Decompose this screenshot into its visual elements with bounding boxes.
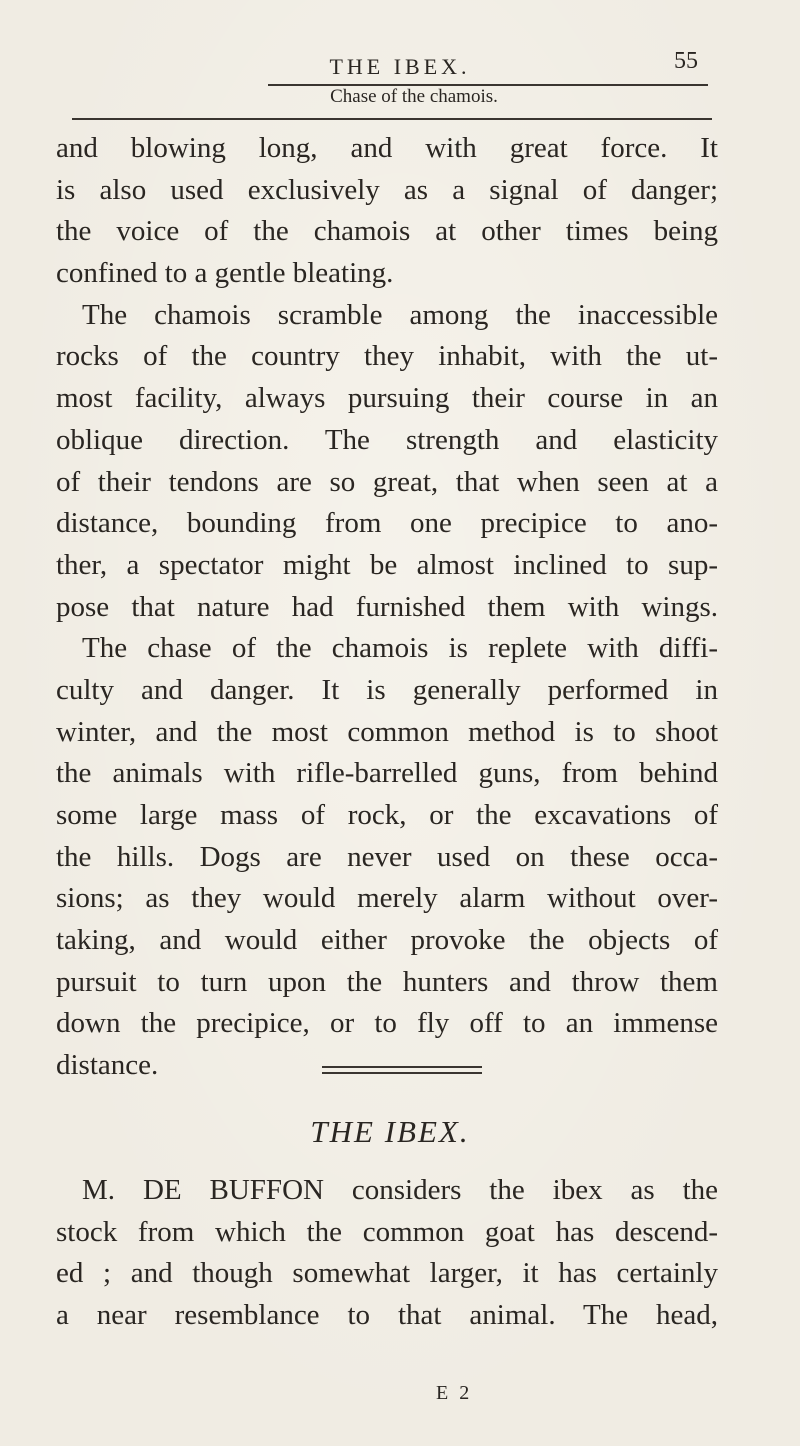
text-line: pursuit to turn upon the hunters and throw them [56, 965, 718, 998]
text-line: the hills. Dogs are never used on these occa- [56, 840, 718, 873]
text-line: taking, and would either provoke the objects of [56, 924, 718, 957]
text-line: The chamois scramble among the inaccessible [82, 298, 718, 331]
text-line: M. DE BUFFON considers the ibex as the [82, 1174, 718, 1206]
text-line: ther, a spectator might be almost inclined to sup- [56, 548, 718, 581]
caption-rule [72, 118, 712, 120]
text-line: down the precipice, or to fly off to an immense [56, 1007, 718, 1040]
text-line: is also used exclusively as a signal of danger; [56, 173, 718, 206]
text-line: pose that nature had furnished them with wings. [56, 590, 718, 623]
text-line: of their tendons are so great, that when seen at a [56, 465, 718, 498]
chamois-text-block [56, 128, 718, 1087]
ibex-text-block [56, 1170, 718, 1337]
section-caption: Chase of the chamois. [330, 86, 498, 107]
text-line: ed ; and though somewhat larger, it has certainly [56, 1257, 718, 1290]
text-line: distance. [56, 1049, 159, 1082]
section-divider [322, 1066, 482, 1074]
text-line: rocks of the country they inhabit, with the ut- [56, 340, 718, 373]
text-line: and blowing long, and with great force. It [56, 132, 718, 164]
text-line: distance, bounding from one precipice to ano- [56, 507, 718, 540]
text-line: culty and danger. It is generally performed in [56, 673, 718, 706]
text-line: a near resemblance to that animal. The head, [56, 1299, 718, 1332]
text-line: sions; as they would merely alarm without over- [56, 882, 718, 915]
text-line: The chase of the chamois is replete with diffi- [82, 632, 718, 665]
section-heading: THE IBEX. [310, 1114, 470, 1149]
page-number: 55 [674, 48, 698, 74]
text-line: some large mass of rock, or the excavations of [56, 799, 718, 831]
text-line: winter, and the most common method is to shoot [56, 715, 718, 748]
signature-mark: E 2 [436, 1382, 473, 1404]
text-line: most facility, always pursuing their course in an [56, 382, 718, 415]
running-head: THE IBEX. [329, 54, 471, 79]
text-line: the animals with rifle-barrelled guns, from behind [56, 757, 718, 790]
text-line: the voice of the chamois at other times being [56, 215, 718, 248]
text-line: oblique direction. The strength and elasticity [56, 423, 718, 456]
text-line: confined to a gentle bleating. [56, 257, 394, 290]
text-line: stock from which the common goat has descend- [56, 1215, 718, 1248]
